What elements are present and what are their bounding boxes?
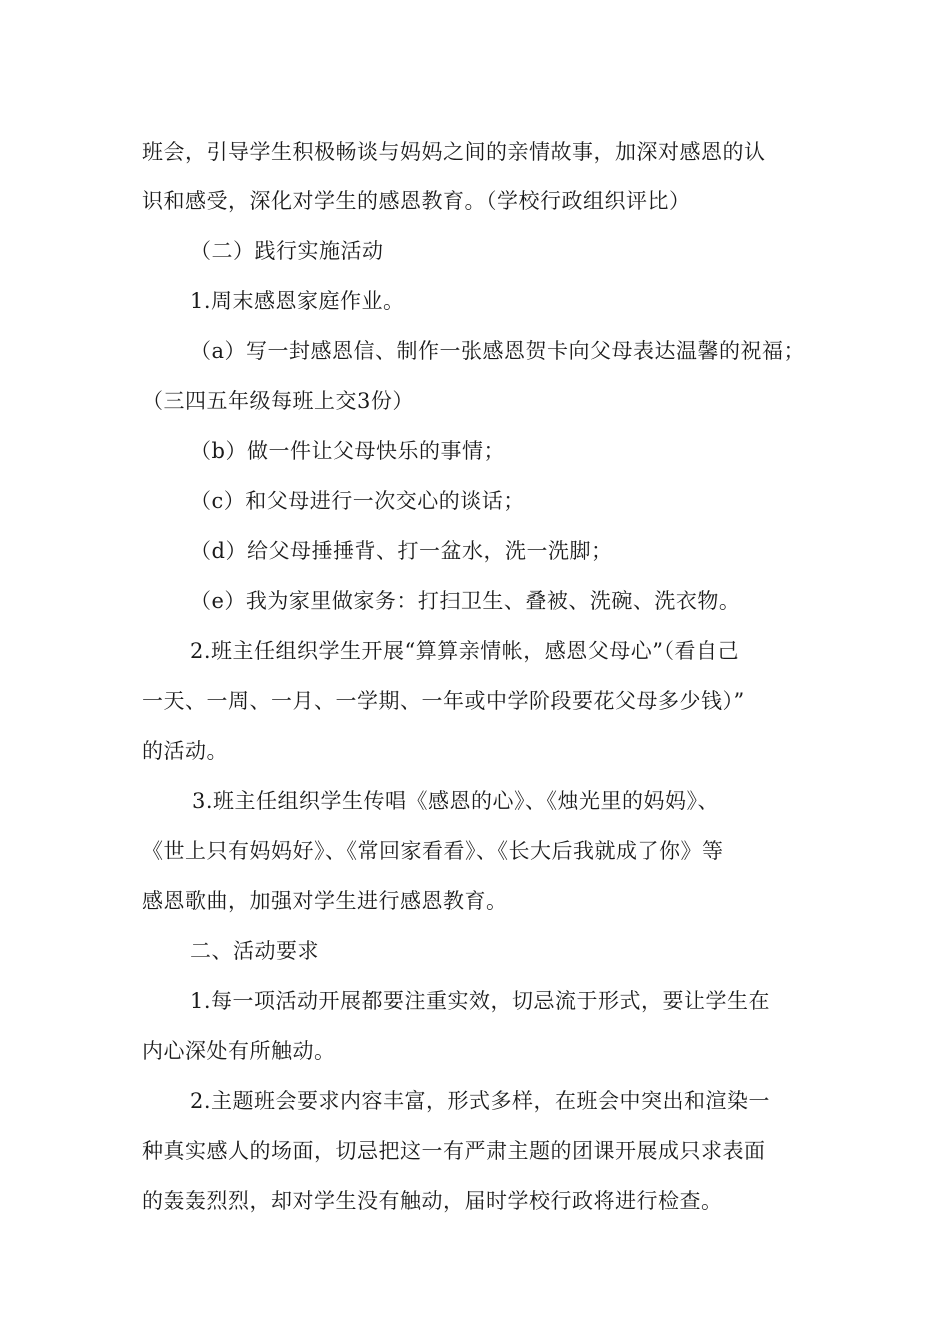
text-line: 一天、一周、一月、一学期、一年或中学阶段要花父母多少钱）” bbox=[142, 689, 745, 713]
text-line: （a）写一封感恩信、制作一张感恩贺卡向父母表达温馨的祝福； bbox=[190, 339, 806, 363]
text-line: 3.班主任组织学生传唱《感恩的心》、《烛光里的妈妈》、 bbox=[192, 789, 720, 813]
text-line: 2.主题班会要求内容丰富，形式多样，在班会中突出和渲染一 bbox=[190, 1089, 771, 1113]
text-line: （c）和父母进行一次交心的谈话； bbox=[190, 489, 525, 513]
text-line: 的轰轰烈烈，却对学生没有触动，届时学校行政将进行检查。 bbox=[142, 1189, 723, 1213]
text-line: 识和感受，深化对学生的感恩教育。（学校行政组织评比） bbox=[142, 189, 691, 213]
section-heading: （二）践行实施活动 bbox=[190, 239, 384, 263]
text-line: 种真实感人的场面，切忌把这一有严肃主题的团课开展成只求表面 bbox=[142, 1139, 766, 1163]
text-line: 1.每一项活动开展都要注重实效，切忌流于形式，要让学生在 bbox=[190, 989, 771, 1013]
text-line: （d）给父母捶捶背、打一盆水，洗一洗脚； bbox=[190, 539, 613, 563]
text-line: （e）我为家里做家务：打扫卫生、叠被、洗碗、洗衣物。 bbox=[190, 589, 741, 613]
text-line: 2.班主任组织学生开展“算算亲情帐，感恩父母心”（看自己 bbox=[190, 639, 740, 663]
section-heading: 二、活动要求 bbox=[190, 939, 319, 963]
text-line: 的活动。 bbox=[142, 739, 228, 763]
text-line: （b）做一件让父母快乐的事情； bbox=[190, 439, 505, 463]
text-line: 内心深处有所触动。 bbox=[142, 1039, 336, 1063]
text-line: 1.周末感恩家庭作业。 bbox=[190, 289, 405, 313]
text-line: 《世上只有妈妈好》、《常回家看看》、《长大后我就成了你》等 bbox=[142, 839, 724, 863]
text-line: 感恩歌曲，加强对学生进行感恩教育。 bbox=[142, 889, 508, 913]
text-line: （三四五年级每班上交3份） bbox=[142, 389, 414, 413]
text-line: 班会，引导学生积极畅谈与妈妈之间的亲情故事，加深对感恩的认 bbox=[142, 140, 766, 164]
